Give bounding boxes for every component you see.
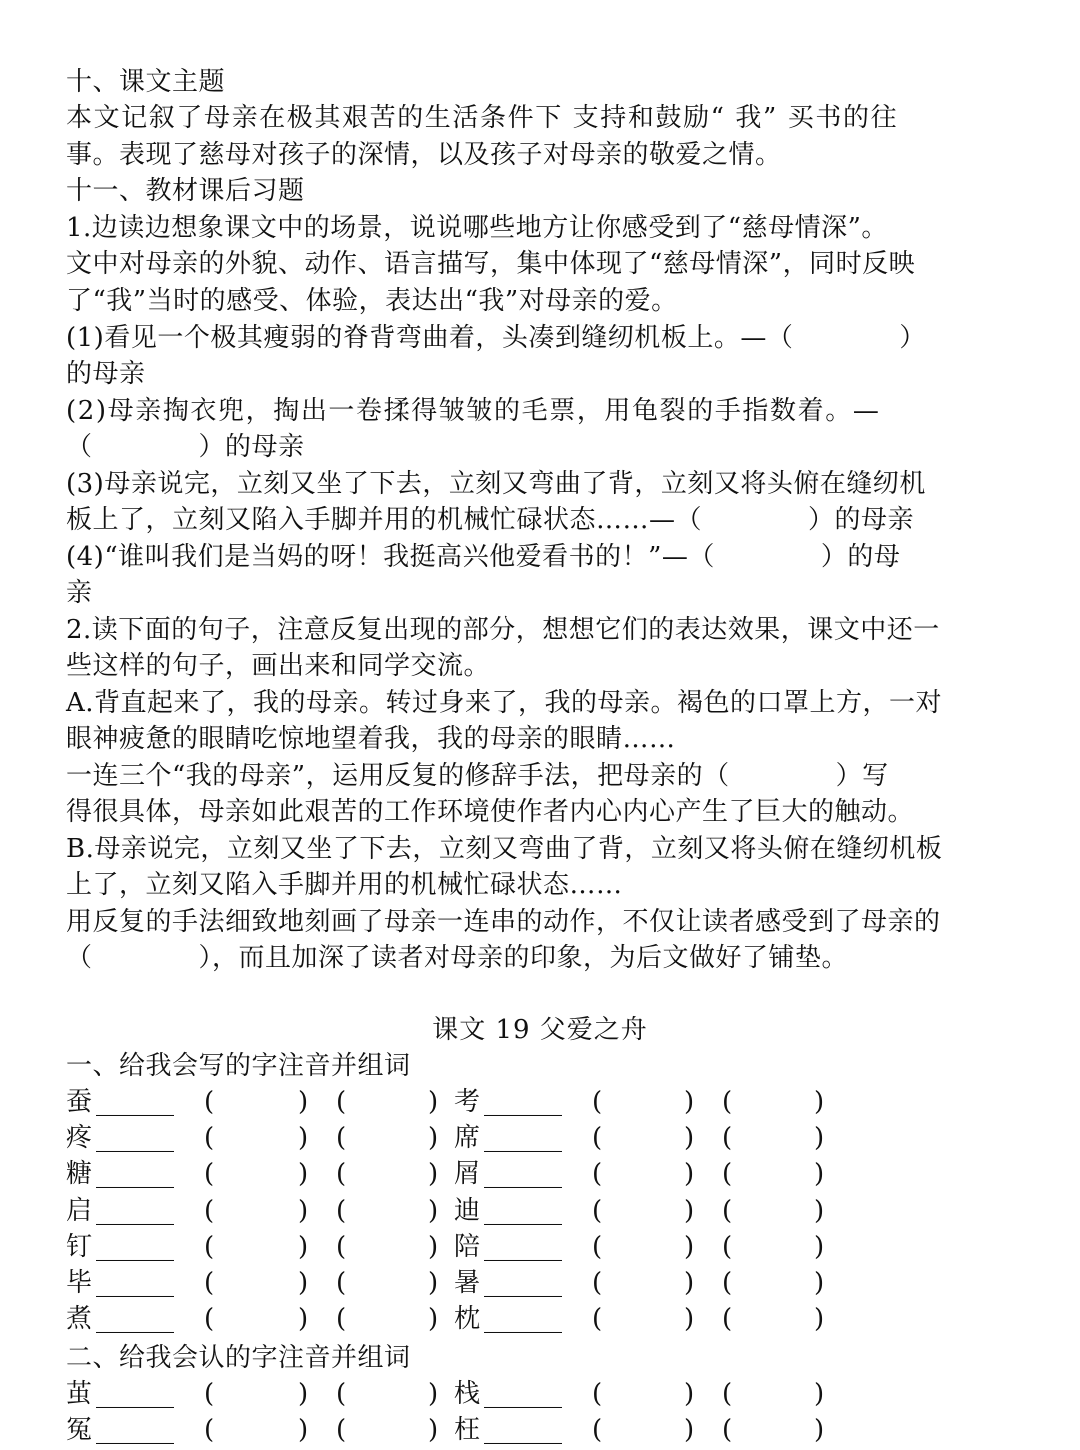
pinyin-blank: ______ xyxy=(484,1379,562,1409)
right-character: 栈 xyxy=(454,1379,481,1409)
item-3-line-1: (3)母亲说完，立刻又坐了下去，立刻又弯曲了背，立刻又将头俯在缝纫机 xyxy=(66,469,926,499)
close-paren: ) xyxy=(684,1415,695,1445)
close-paren: ) xyxy=(428,1231,439,1262)
right-character: 屑 xyxy=(454,1159,481,1190)
open-paren: ( xyxy=(592,1379,603,1409)
open-paren: ( xyxy=(204,1304,215,1335)
pinyin-blank: ______ xyxy=(96,1231,174,1262)
left-character: 疼 xyxy=(66,1123,93,1154)
item-2-line-2: （ ）的母亲 xyxy=(66,432,305,462)
close-paren: ) xyxy=(428,1379,439,1409)
close-paren: ) xyxy=(298,1304,309,1335)
open-paren: ( xyxy=(722,1087,733,1117)
open-paren: ( xyxy=(592,1415,603,1445)
item-1-line-1: (1)看见一个极其瘦弱的脊背弯曲着，头凑到缝纫机板上。—（ ） xyxy=(66,323,926,353)
right-character: 迪 xyxy=(454,1195,481,1226)
close-paren: ) xyxy=(428,1087,439,1117)
open-paren: ( xyxy=(204,1159,215,1190)
close-paren: ) xyxy=(428,1123,439,1154)
open-paren: ( xyxy=(204,1379,215,1409)
open-paren: ( xyxy=(204,1123,215,1154)
open-paren: ( xyxy=(336,1268,347,1298)
close-paren: ) xyxy=(814,1087,825,1117)
open-paren: ( xyxy=(336,1159,347,1190)
close-paren: ) xyxy=(684,1231,695,1262)
sentence-b-line-3: 用反复的手法细致地刻画了母亲一连串的动作，不仅让读者感受到了母亲的 xyxy=(66,907,941,937)
left-character: 冤 xyxy=(66,1415,93,1445)
close-paren: ) xyxy=(298,1123,309,1154)
close-paren: ) xyxy=(298,1195,309,1226)
close-paren: ) xyxy=(684,1304,695,1335)
close-paren: ) xyxy=(428,1415,439,1445)
sentence-b-line-1: B.母亲说完，立刻又坐了下去，立刻又弯曲了背，立刻又将头俯在缝纫机板 xyxy=(66,834,943,864)
open-paren: ( xyxy=(336,1415,347,1445)
open-paren: ( xyxy=(592,1087,603,1117)
item-2-line-1: (2)母亲掏衣兜，掏出一卷揉得皱皱的毛票，用龟裂的手指数着。— xyxy=(66,396,881,426)
pinyin-blank: ______ xyxy=(96,1159,174,1190)
question-2-line-1: 2.读下面的句子，注意反复出现的部分，想想它们的表达效果，课文中还一 xyxy=(66,615,940,645)
section-10-text-line-1: 本文记叙了母亲在极其艰苦的生活条件下 支持和鼓励“ 我” 买书的往 xyxy=(66,103,899,133)
open-paren: ( xyxy=(204,1415,215,1445)
pinyin-blank: ______ xyxy=(96,1123,174,1154)
left-character: 煮 xyxy=(66,1304,93,1335)
open-paren: ( xyxy=(204,1268,215,1298)
close-paren: ) xyxy=(298,1159,309,1190)
close-paren: ) xyxy=(684,1195,695,1226)
question-1: 1.边读边想象课文中的场景，说说哪些地方让你感受到了“慈母情深”。 xyxy=(66,213,888,243)
open-paren: ( xyxy=(722,1268,733,1298)
write-character-row xyxy=(66,1229,886,1265)
open-paren: ( xyxy=(722,1195,733,1226)
close-paren: ) xyxy=(814,1415,825,1445)
right-character: 枕 xyxy=(454,1304,481,1335)
open-paren: ( xyxy=(336,1231,347,1262)
pinyin-blank: ______ xyxy=(484,1231,562,1262)
item-1-line-2: 的母亲 xyxy=(66,359,146,389)
close-paren: ) xyxy=(298,1379,309,1409)
item-3-line-2: 板上了，立刻又陷入手脚并用的机械忙碌状态……—（ ）的母亲 xyxy=(66,505,915,535)
item-4-line-1: (4)“谁叫我们是当妈的呀！我挺高兴他爱看书的！”—（ ）的母 xyxy=(66,542,901,572)
close-paren: ) xyxy=(814,1195,825,1226)
lesson-19-title: 课文 19 父爱之舟 xyxy=(432,1015,648,1045)
item-4-line-2: 亲 xyxy=(66,578,93,608)
open-paren: ( xyxy=(722,1415,733,1445)
left-character: 毕 xyxy=(66,1268,93,1298)
left-character: 钉 xyxy=(66,1231,93,1262)
pinyin-blank: ______ xyxy=(96,1268,174,1298)
close-paren: ) xyxy=(684,1379,695,1409)
open-paren: ( xyxy=(336,1195,347,1226)
left-character: 蚕 xyxy=(66,1087,93,1117)
right-character: 陪 xyxy=(454,1231,481,1262)
write-character-row xyxy=(66,1265,886,1301)
write-character-row xyxy=(66,1120,886,1156)
open-paren: ( xyxy=(592,1231,603,1262)
open-paren: ( xyxy=(336,1304,347,1335)
close-paren: ) xyxy=(814,1159,825,1190)
read-character-row xyxy=(66,1412,886,1448)
close-paren: ) xyxy=(428,1268,439,1298)
close-paren: ) xyxy=(814,1123,825,1154)
pinyin-blank: ______ xyxy=(96,1087,174,1117)
open-paren: ( xyxy=(592,1123,603,1154)
open-paren: ( xyxy=(592,1195,603,1226)
question-1-answer-line-2: 了“我”当时的感受、体验，表达出“我”对母亲的爱。 xyxy=(66,286,678,316)
close-paren: ) xyxy=(298,1268,309,1298)
section-10-text-line-2: 事。表现了慈母对孩子的深情，以及孩子对母亲的敬爱之情。 xyxy=(66,140,782,170)
close-paren: ) xyxy=(298,1415,309,1445)
pinyin-blank: ______ xyxy=(484,1268,562,1298)
close-paren: ) xyxy=(684,1087,695,1117)
close-paren: ) xyxy=(684,1123,695,1154)
sentence-b-line-2: 上了，立刻又陷入手脚并用的机械忙碌状态…… xyxy=(66,870,623,900)
part-2-heading: 二、给我会认的字注音并组词 xyxy=(66,1343,411,1373)
close-paren: ) xyxy=(428,1195,439,1226)
close-paren: ) xyxy=(428,1159,439,1190)
left-character: 糖 xyxy=(66,1159,93,1190)
open-paren: ( xyxy=(722,1159,733,1190)
open-paren: ( xyxy=(204,1087,215,1117)
sentence-a-line-4: 得很具体，母亲如此艰苦的工作环境使作者内心内心产生了巨大的触动。 xyxy=(66,797,915,827)
close-paren: ) xyxy=(298,1087,309,1117)
right-character: 席 xyxy=(454,1123,481,1154)
open-paren: ( xyxy=(336,1087,347,1117)
part-1-heading: 一、给我会写的字注音并组词 xyxy=(66,1051,411,1081)
open-paren: ( xyxy=(336,1379,347,1409)
section-10-heading: 十、课文主题 xyxy=(66,67,226,97)
write-character-row xyxy=(66,1084,886,1120)
open-paren: ( xyxy=(336,1123,347,1154)
pinyin-blank: ______ xyxy=(484,1195,562,1226)
close-paren: ) xyxy=(814,1379,825,1409)
pinyin-blank: ______ xyxy=(484,1159,562,1190)
close-paren: ) xyxy=(814,1304,825,1335)
pinyin-blank: ______ xyxy=(96,1304,174,1335)
question-1-answer-line-1: 文中对母亲的外貌、动作、语言描写，集中体现了“慈母情深”，同时反映 xyxy=(66,249,916,279)
close-paren: ) xyxy=(814,1268,825,1298)
write-character-row xyxy=(66,1156,886,1192)
open-paren: ( xyxy=(592,1268,603,1298)
close-paren: ) xyxy=(428,1304,439,1335)
close-paren: ) xyxy=(684,1268,695,1298)
open-paren: ( xyxy=(722,1123,733,1154)
left-character: 茧 xyxy=(66,1379,93,1409)
close-paren: ) xyxy=(684,1159,695,1190)
pinyin-blank: ______ xyxy=(484,1123,562,1154)
pinyin-blank: ______ xyxy=(484,1304,562,1335)
section-11-heading: 十一、教材课后习题 xyxy=(66,176,305,206)
pinyin-blank: ______ xyxy=(484,1087,562,1117)
sentence-a-line-2: 眼神疲惫的眼睛吃惊地望着我，我的母亲的眼睛…… xyxy=(66,724,676,754)
right-character: 枉 xyxy=(454,1415,481,1445)
open-paren: ( xyxy=(204,1195,215,1226)
open-paren: ( xyxy=(722,1304,733,1335)
pinyin-blank: ______ xyxy=(96,1415,174,1445)
right-character: 暑 xyxy=(454,1268,481,1298)
sentence-a-line-1: A.背直起来了，我的母亲。转过身来了，我的母亲。褐色的口罩上方，一对 xyxy=(66,688,943,718)
write-character-row xyxy=(66,1301,886,1337)
write-character-row xyxy=(66,1193,886,1229)
sentence-b-line-4: （ ），而且加深了读者对母亲的印象，为后文做好了铺垫。 xyxy=(66,943,849,973)
pinyin-blank: ______ xyxy=(96,1379,174,1409)
open-paren: ( xyxy=(722,1231,733,1262)
left-character: 启 xyxy=(66,1195,93,1226)
close-paren: ) xyxy=(814,1231,825,1262)
pinyin-blank: ______ xyxy=(484,1415,562,1445)
open-paren: ( xyxy=(592,1159,603,1190)
open-paren: ( xyxy=(204,1231,215,1262)
pinyin-blank: ______ xyxy=(96,1195,174,1226)
question-2-line-2: 些这样的句子，画出来和同学交流。 xyxy=(66,651,491,681)
read-character-row xyxy=(66,1376,886,1412)
close-paren: ) xyxy=(298,1231,309,1262)
sentence-a-line-3: 一连三个“我的母亲”，运用反复的修辞手法，把母亲的（ ）写 xyxy=(66,761,889,791)
open-paren: ( xyxy=(722,1379,733,1409)
open-paren: ( xyxy=(592,1304,603,1335)
right-character: 考 xyxy=(454,1087,481,1117)
